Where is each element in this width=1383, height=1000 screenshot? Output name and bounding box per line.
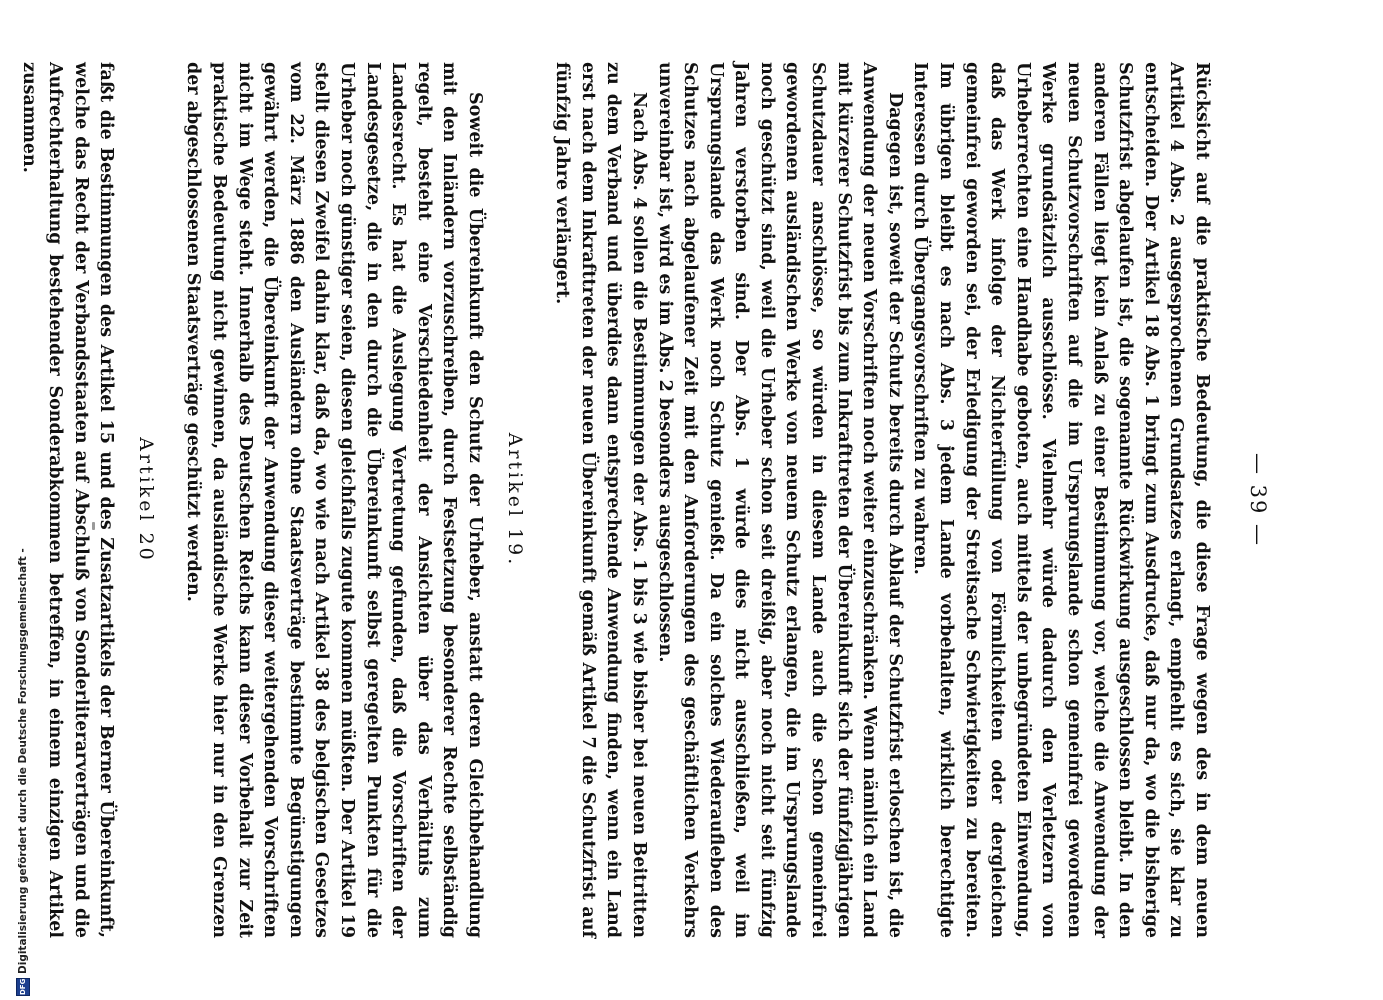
heading-artikel-20: Artikel 20	[134, 437, 157, 563]
heading-artikel-19: Artikel 19.	[503, 432, 526, 568]
paragraph-artikel-20: faßt die Bestimmungen des Artikel 15 und des Zusatzartikels der Berner Übereinkunft, welche das Recht der Verbandsstaaten auf Abschluß von Sonderliterarverträgen und die Aufrechterhaltung bestehender Sonderabkommen betreffen, in einem einzigen Artikel zusammen.	[19, 62, 117, 938]
paragraph-schutzfrist: Dagegen ist, soweit der Schutz bereits durch Ablauf der Schutzfrist erloschen ist, die Anwendung der neuen Vorschriften noch weiter einzuschränken. Wenn nämlich ein Land mit kürzerer Schutzfrist bis zum Inkrafttreten der Übereinkunft sich der fünfzigjährigen Schutzdauer anschlösse, so würden in diesem Lande auch die schon gemeinfrei gewordenen ausländischen Werke von neuem Schutz erlangen, die im Ursprungslande noch geschützt sind, weil die Urheber schon seit dreißig, aber noch nicht seit fünfzig Jahren verstorben sind. Der Abs. 1 würde dies nicht ausschließen, weil im Ursprungslande das Werk noch Schutz genießt. Da ein solches Wiederaufleben des Schutzes nach abgelaufener Zeit mit den Anforderungen des geschäftlichen Verkehrs unvereinbar ist, wird es im Abs. 2 besonders ausgeschlossen.	[654, 62, 905, 938]
page-body	[16, 62, 1214, 938]
paragraph-abs4: Nach Abs. 4 sollen die Bestimmungen der Abs. 1 bis 3 wie bisher bei neuen Beitritten zu dem Verband und überdies dann entsprechende Anwendung finden, wenn ein Land erst nach dem Inkrafttreten der neuen Übereinkunft gemäß Artikel 7 die Schutzfrist auf fünfzig Jahre verlängert.	[552, 62, 649, 938]
paragraph-intro: Rücksicht auf die praktische Bedeutung, die diese Frage wegen des in dem neuen Artikel 4 Abs. 2 ausgesprochenen Grundsatzes erlangt, empfiehlt es sich, sie klar zu entscheiden. Der Artikel 18 Abs. 1 bringt zum Ausdrucke, daß nur da, wo die bisherige Schutzfrist abgelaufen ist, die sogenannte Rückwirkung ausgeschlossen bleibt. In den anderen Fällen liegt kein Anlaß zu einer Bestimmung vor, welche die Anwendung der neuen Schutzvorschriften auf die im Ursprungslande schon gemeinfrei gewordenen Werke grundsätzlich ausschlösse. Vielmehr würde dadurch den Verletzern von Urheberrechten eine Handhabe geboten, auch mittels der unbegründeten Einwendung, daß das Werk infolge der Nichterfüllung von Förmlichkeiten oder dergleichen gemeinfrei geworden sei, der Erledigung der Streitsache Schwierigkeiten zu bereiten. Im übrigen bleibt es nach Abs. 3 jedem Lande vorbehalten, wirklich berechtigte Interessen durch Übergangsvorschriften zu wahren.	[910, 62, 1212, 938]
dfg-logo: DFG	[16, 978, 30, 996]
funding-caption: Digitalisierung gefördert durch die Deutsche Forschungsgemeinschaft -	[17, 548, 29, 974]
paragraph-artikel-19: Soweit die Übereinkunft den Schutz der Urheber, anstatt deren Gleichbehandlung mit den Inländern vorzuschreiben, durch Festsetzung besonderer Rechte selbständig regelt, besteht eine Verschiedenheit der Ansichten über das Verhältnis zum Landesrecht. Es hat die Auslegung Vertretung gefunden, daß die Vorschriften der Landesgesetze, die in den durch die Übereinkunft selbst geregelten Punkten für die Urheber noch günstiger seien, diesen gleichfalls zugute kommen müßten. Der Artikel 19 stellt diesen Zweifel dahin klar, daß da, wo wie nach Artikel 38 des belgischen Gesetzes vom 22. März 1886 den Ausländern ohne Staatsverträge bestimmte Begünstigungen gewährt werden, die Übereinkunft der Anwendung dieser weitergehenden Vorschriften nicht im Wege steht. Innerhalb des Deutschen Reichs kann dieser Vorbehalt zur Zeit praktische Bedeutung nicht gewinnen, da ausländische Werke hier nur in den Grenzen der abgeschlossenen Staatsverträge geschützt werden.	[183, 62, 485, 938]
page-number: — 39 —	[1246, 452, 1270, 548]
